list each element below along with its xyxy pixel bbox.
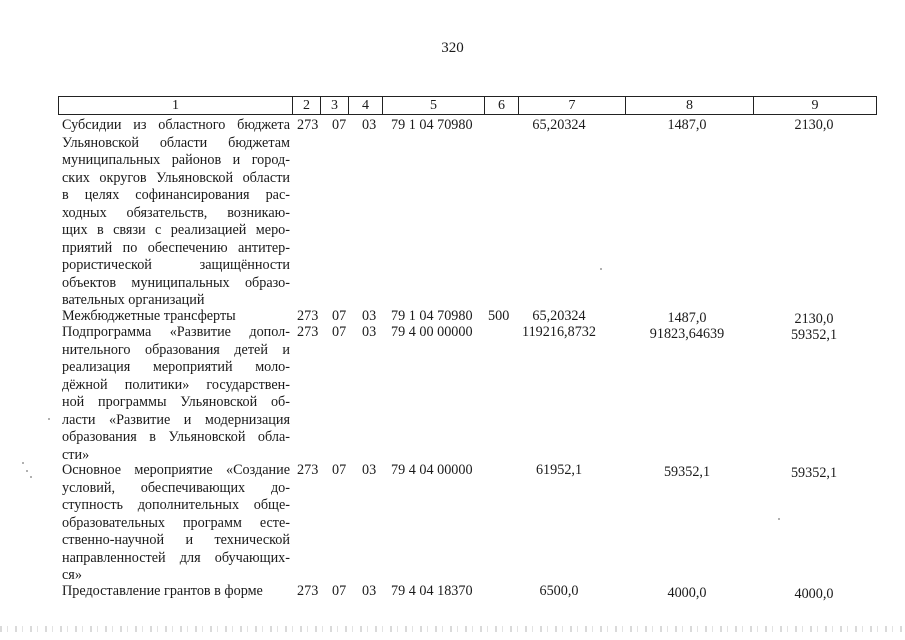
table-header bbox=[58, 96, 877, 115]
row-col-7: 119216,8732 bbox=[522, 324, 596, 340]
row-name-line: Ульяновской области бюджетам bbox=[62, 134, 290, 151]
row-name-line: ласти «Развитие и модернизация bbox=[62, 411, 290, 428]
row-name-line: образовательных программ есте- bbox=[62, 514, 290, 531]
row-name-line: ходных обязательств, возникаю- bbox=[62, 204, 290, 221]
row-col-8: 1487,0 bbox=[667, 117, 707, 133]
row-col-2: 273 bbox=[297, 308, 319, 324]
scan-speck bbox=[30, 476, 32, 478]
row-name-line: объектов муниципальных образо- bbox=[62, 274, 290, 291]
scan-edge-noise bbox=[0, 626, 905, 632]
row-col-2: 273 bbox=[297, 324, 319, 340]
row-col-2: 273 bbox=[297, 117, 319, 133]
row-name-line: муниципальных районов и город- bbox=[62, 152, 290, 168]
row-col-3: 07 bbox=[332, 117, 347, 133]
row-name-line: ступность дополнительных обще- bbox=[62, 497, 290, 513]
row-col-3: 07 bbox=[332, 583, 347, 599]
row-name-line: образования в Ульяновской обла- bbox=[62, 429, 290, 445]
row-col-8: 91823,64639 bbox=[649, 326, 725, 342]
row-name-line: щих в связи с реализацией меро- bbox=[62, 222, 290, 238]
row-col-7: 61952,1 bbox=[535, 462, 583, 478]
scan-speck bbox=[48, 418, 50, 420]
row-name-line: Подпрограмма «Развитие допол- bbox=[62, 324, 290, 340]
scan-speck bbox=[778, 518, 780, 520]
scan-speck bbox=[26, 470, 28, 472]
header-col-6: 6 bbox=[485, 97, 519, 114]
row-col-5: 79 4 04 18370 bbox=[391, 583, 473, 599]
header-col-8: 8 bbox=[626, 97, 754, 114]
row-col-9: 59352,1 bbox=[790, 327, 838, 343]
header-col-3: 3 bbox=[321, 97, 349, 114]
row-name-line: рористической защищённости bbox=[62, 257, 290, 273]
row-col-5: 79 1 04 70980 bbox=[391, 117, 473, 133]
row-name-line: Основное мероприятие «Создание bbox=[62, 462, 290, 478]
row-col-9: 2130,0 bbox=[794, 311, 834, 327]
row-col-5: 79 4 00 00000 bbox=[391, 324, 473, 340]
row-col-2: 273 bbox=[297, 583, 319, 599]
row-name-line: дёжной политики» государствен- bbox=[62, 376, 290, 393]
row-name bbox=[62, 462, 290, 585]
row-col-8: 1487,0 bbox=[667, 310, 707, 326]
header-col-7: 7 bbox=[519, 97, 626, 114]
row-name-line: реализация мероприятий моло- bbox=[62, 359, 290, 375]
row-col-3: 07 bbox=[332, 462, 347, 478]
row-col-6: 500 bbox=[488, 308, 510, 324]
header-col-2: 2 bbox=[293, 97, 321, 114]
row-name-line: Предоставление грантов в форме bbox=[62, 583, 263, 599]
row-col-7: 65,20324 bbox=[532, 308, 586, 324]
row-name bbox=[62, 117, 290, 310]
header-col-5: 5 bbox=[383, 97, 485, 114]
row-name-line: направленностей для обучающих- bbox=[62, 549, 290, 566]
row-col-9: 4000,0 bbox=[794, 586, 834, 602]
row-name-line: ственно-научной и технической bbox=[62, 532, 290, 548]
row-col-2: 273 bbox=[297, 462, 319, 478]
row-col-4: 03 bbox=[362, 117, 377, 133]
row-col-4: 03 bbox=[362, 308, 377, 324]
row-name-line: Межбюджетные трансферты bbox=[62, 308, 236, 324]
row-col-7: 6500,0 bbox=[539, 583, 579, 599]
row-name-line: сти» bbox=[62, 446, 90, 463]
row-name-line: Субсидии из областного бюджета bbox=[62, 117, 290, 133]
row-col-9: 2130,0 bbox=[794, 117, 834, 133]
row-name-line: ских округов Ульяновской области bbox=[62, 169, 290, 186]
row-col-3: 07 bbox=[332, 308, 347, 324]
row-col-5: 79 1 04 70980 bbox=[391, 308, 473, 324]
row-name-line: вательных организаций bbox=[62, 292, 205, 308]
row-col-3: 07 bbox=[332, 324, 347, 340]
header-col-4: 4 bbox=[349, 97, 383, 114]
row-col-4: 03 bbox=[362, 324, 377, 340]
row-name bbox=[62, 583, 290, 601]
row-col-4: 03 bbox=[362, 462, 377, 478]
row-col-5: 79 4 04 00000 bbox=[391, 462, 473, 478]
row-name-line: в целях софинансирования рас- bbox=[62, 187, 290, 203]
row-col-4: 03 bbox=[362, 583, 377, 599]
row-name bbox=[62, 308, 290, 326]
row-name-line: ной программы Ульяновской об- bbox=[62, 394, 290, 410]
row-name-line: приятий по обеспечению антитер- bbox=[62, 239, 290, 256]
scan-speck bbox=[600, 268, 602, 270]
row-col-8: 4000,0 bbox=[667, 585, 707, 601]
page-number: 320 bbox=[441, 40, 464, 56]
header-col-1: 1 bbox=[59, 97, 293, 114]
row-col-7: 65,20324 bbox=[532, 117, 586, 133]
row-name-line: ся» bbox=[62, 567, 82, 583]
row-col-8: 59352,1 bbox=[663, 464, 711, 480]
row-name bbox=[62, 324, 290, 464]
row-name-line: условий, обеспечивающих до- bbox=[62, 479, 290, 496]
row-col-9: 59352,1 bbox=[790, 465, 838, 481]
row-name-line: нительного образования детей и bbox=[62, 341, 290, 358]
scan-speck bbox=[22, 462, 24, 464]
header-col-9: 9 bbox=[811, 98, 819, 113]
